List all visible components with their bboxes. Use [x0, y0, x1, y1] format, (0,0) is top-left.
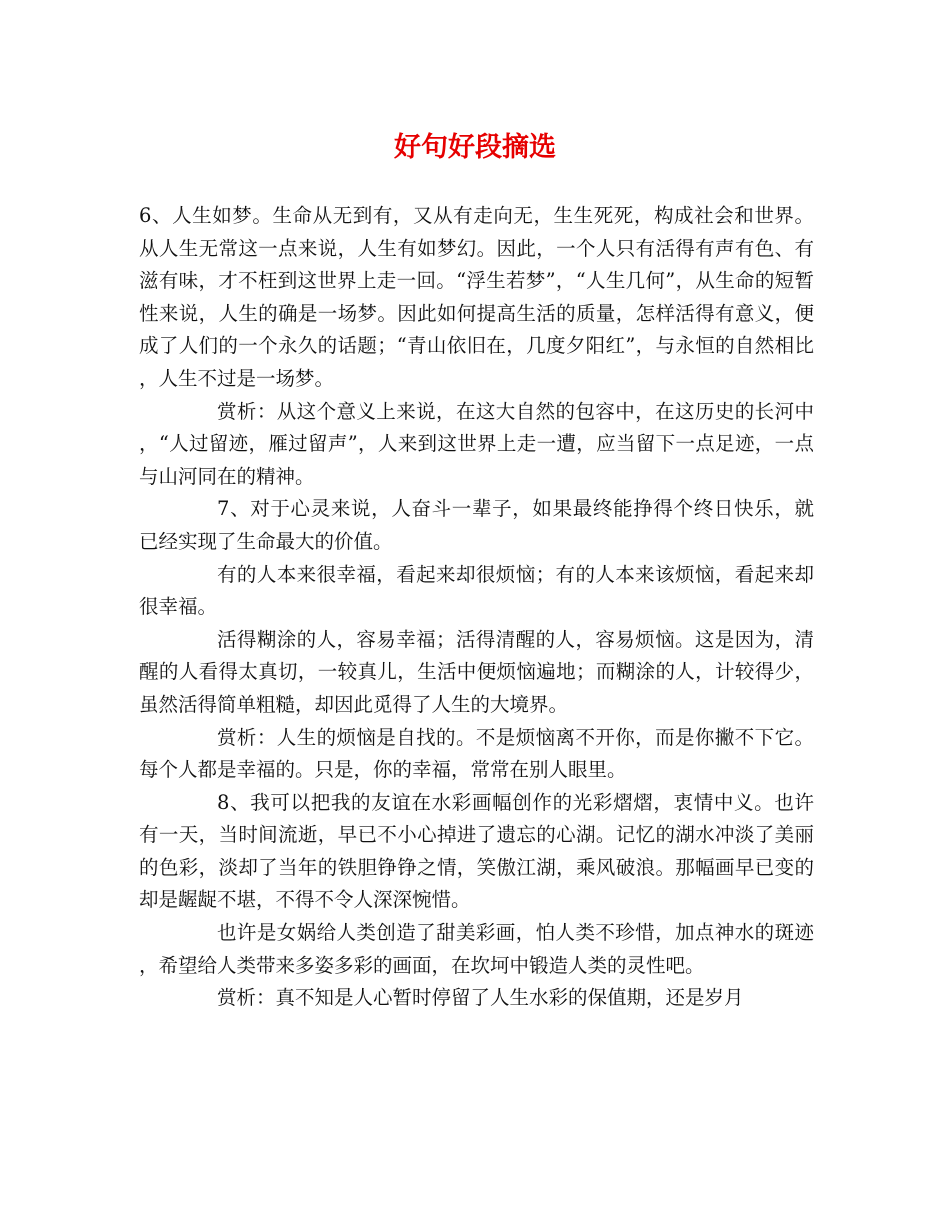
paragraph: 7、对于心灵来说，人奋斗一辈子，如果最终能挣得个终日快乐，就已经实现了生命最大的价值。 — [139, 497, 814, 553]
paragraph: 赏析：真不知是人心暂时停留了人生水彩的保值期，还是岁月 — [217, 986, 744, 1010]
paragraph: 也许是女娲给人类创造了甜美彩画，怕人类不珍惜，加点神水的斑迹，希望给人类带来多姿多彩的画面，在坎坷中锻造人类的灵性吧。 — [139, 921, 814, 977]
paragraph: 6、人生如梦。生命从无到有，又从有走向无，生生死死，构成社会和世界。从人生无常这一点来说，人生有如梦幻。因此，一个人只有活得有声有色、有滋有味，才不枉到这世界上走一回。“浮生若梦”，“人生几何”，从生命的短暂性来说，人生的确是一场梦。因此如何提高生活的质量，怎样活得有意义，便成了人们的一个永久的话题；“青山依旧在，几度夕阳红”，与永恒的自然相比，人生不过是一场梦。 — [139, 204, 814, 390]
paragraph: 有的人本来很幸福，看起来却很烦恼；有的人本来该烦恼，看起来却很幸福。 — [139, 562, 814, 619]
paragraph: 8、我可以把我的友谊在水彩画幅创作的光彩熠熠，衷情中义。也许有一天，当时间流逝，早已不小心掉进了遗忘的心湖。记忆的湖水冲淡了美丽的色彩，淡却了当年的铁胆铮铮之情，笑傲江湖，乘风破浪。那幅画早已变的却是龌龊不堪，不得不令人深深惋惜。 — [139, 790, 814, 912]
paragraph: 活得糊涂的人，容易幸福；活得清醒的人，容易烦恼。这是因为，清醒的人看得太真切，一较真儿，生活中便烦恼遍地；而糊涂的人，计较得少，虽然活得简单粗糙，却因此觅得了人生的大境界。 — [139, 627, 814, 716]
paragraph: 赏析：人生的烦恼是自找的。不是烦恼离不开你，而是你撇不下它。每个人都是幸福的。只是，你的幸福，常常在别人眼里。 — [139, 725, 814, 782]
paragraph: 赏析：从这个意义上来说，在这大自然的包容中，在这历史的长河中，“人过留迹，雁过留声”，人来到这世界上走一遭，应当留下一点足迹，一点与山河同在的精神。 — [139, 399, 814, 488]
document-title: 好句好段摘选 — [394, 132, 556, 163]
document-body — [139, 200, 814, 1015]
